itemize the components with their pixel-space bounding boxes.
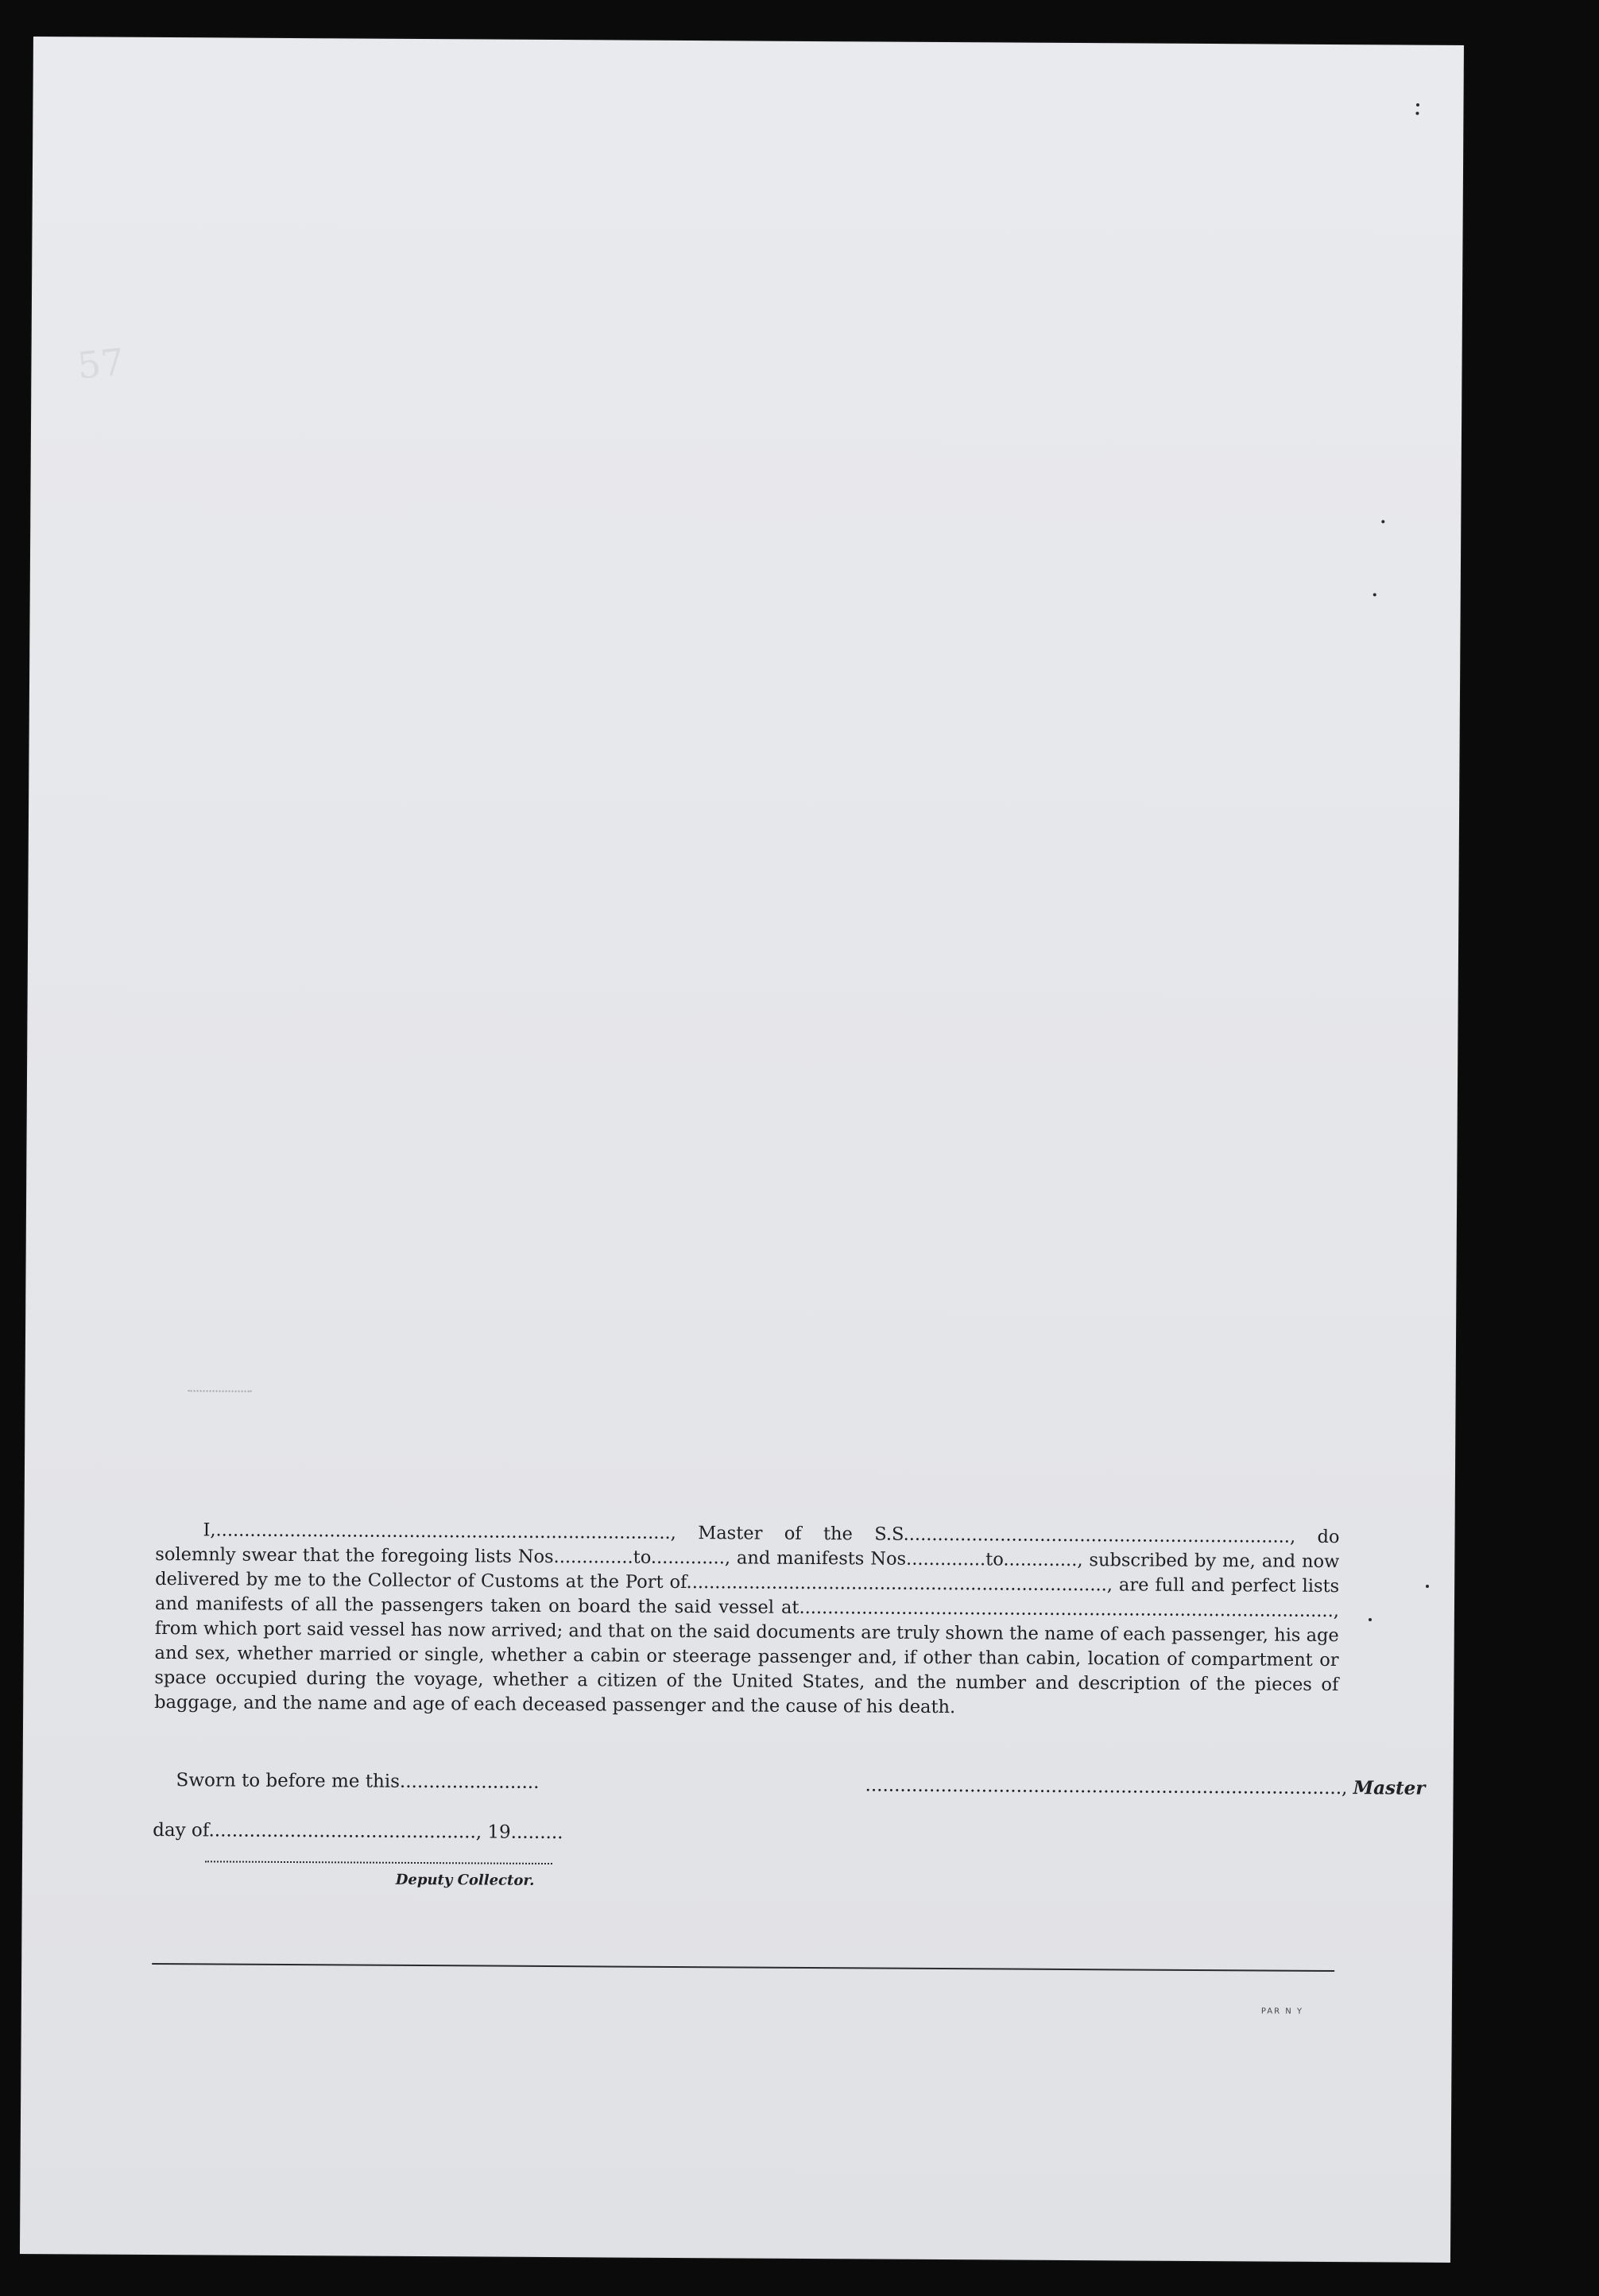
printer-mark: PAR N Y <box>1260 2007 1304 2016</box>
scan-speck <box>1416 103 1419 106</box>
scan-speck <box>1426 1585 1429 1588</box>
stray-marks <box>188 1390 252 1395</box>
master-title: Master <box>1353 1777 1426 1799</box>
scan-speck <box>1381 520 1384 523</box>
faint-page-mark: 57 <box>75 339 126 388</box>
sworn-before-label: Sworn to before me this........................ <box>176 1770 540 1793</box>
document-page <box>20 37 1464 2263</box>
day-of-line: day of.............................................., 19......... <box>153 1819 563 1844</box>
deputy-collector-title: Deputy Collector. <box>395 1871 535 1889</box>
scan-speck <box>1369 1618 1372 1621</box>
oath-paragraph: I,................................................................................, Master of the S.S...................................................................., do solemnly swear that the foregoing lists Nos..............to............., and manifests Nos..............to............., subscribed by me, and now delivered by me to the Collector of Customs at the Port of.........................................................................., are full and perfect lists and manifests of all the passengers taken on board the said vessel at.............................................................................................., from which port said vessel has now arrived; and that on the said documents are truly shown the name of each passenger, his age and sex, whether married or single, whether a cabin or steerage passenger and, if other than cabin, location of compartment or space occupied during the voyage, whether a citizen of the United States, and the number and description of the pieces of baggage, and the name and age of each deceased passenger and the cause of his death. <box>154 1520 1340 1718</box>
master-signature-blank: .................................................................................., <box>865 1775 1348 1799</box>
master-signature-line <box>865 1774 1425 1798</box>
scan-speck <box>1415 112 1419 115</box>
deputy-signature-line <box>205 1860 552 1864</box>
horizontal-rule <box>152 1963 1334 1972</box>
scan-speck <box>1373 593 1376 596</box>
